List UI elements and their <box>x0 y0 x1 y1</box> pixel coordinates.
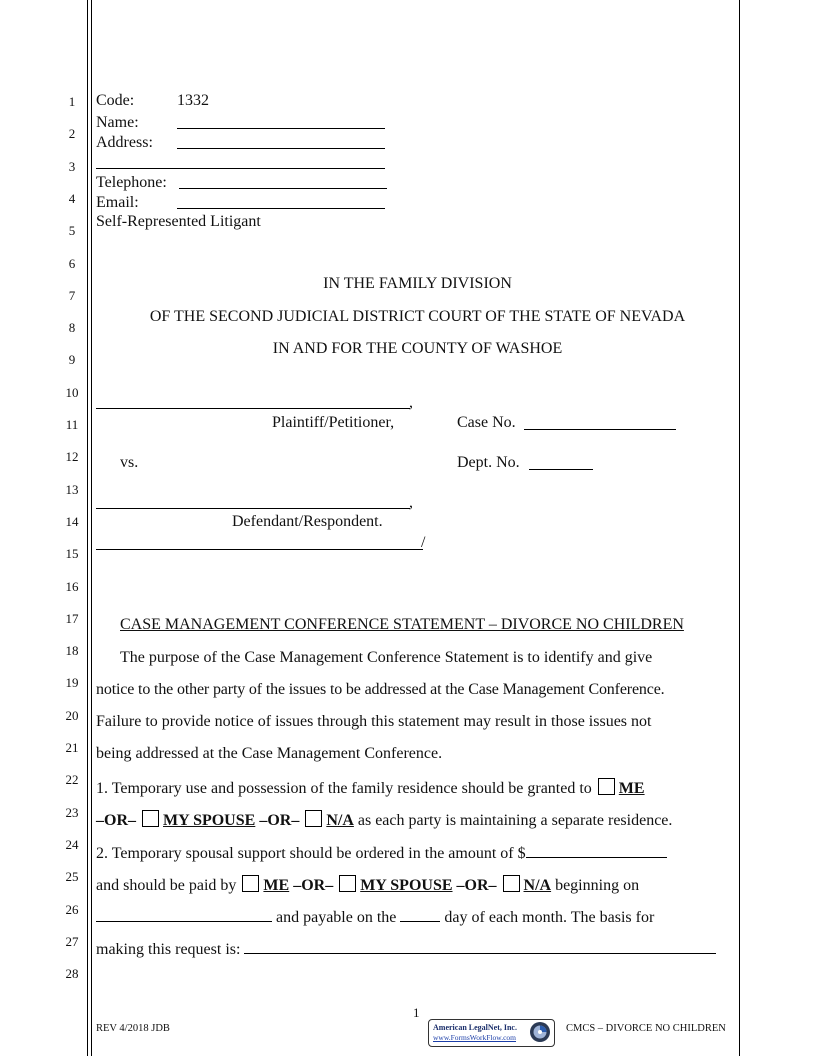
address-field-1[interactable] <box>177 148 385 149</box>
dept-no-field[interactable] <box>529 469 593 470</box>
item2-line4-text: making this request is: <box>96 941 241 958</box>
publisher-logo <box>428 1019 555 1047</box>
item2-or-1: –OR– <box>293 877 334 894</box>
item1-text: 1. Temporary use and possession of the family residence should be granted to <box>96 780 592 797</box>
item2-pre: and should be paid by <box>96 877 237 894</box>
line-number: 26 <box>65 901 79 917</box>
item1-spouse-checkbox[interactable] <box>142 810 159 827</box>
name-label: Name: <box>96 114 139 131</box>
item2-line3-b: day of each month. The basis for <box>444 909 655 926</box>
item2-text: 2. Temporary spousal support should be ordered in the amount of $ <box>96 845 526 862</box>
item2-spouse-checkbox[interactable] <box>339 875 356 892</box>
item1-line1 <box>96 778 645 798</box>
para1-line4: being addressed at the Case Management Conference. <box>96 745 443 762</box>
defendant-name-field[interactable] <box>96 508 410 509</box>
line-number: 3 <box>68 158 76 174</box>
line-number: 8 <box>68 320 76 336</box>
telephone-label: Telephone: <box>96 174 167 191</box>
item1-spouse-label: MY SPOUSE <box>163 812 256 829</box>
defendant-label: Defendant/Respondent. <box>232 513 383 530</box>
form-title-footer: CMCS – DIVORCE NO CHILDREN <box>566 1023 726 1034</box>
plaintiff-name-field[interactable] <box>96 408 410 409</box>
line-number: 6 <box>68 255 76 271</box>
line-number: 17 <box>65 610 79 626</box>
para1-line2: notice to the other party of the issues to be addressed at the Case Management Conference. <box>96 681 665 698</box>
line-number: 24 <box>65 836 79 852</box>
email-label: Email: <box>96 194 139 211</box>
item1-na-label: N/A <box>326 812 354 829</box>
line-number: 4 <box>68 190 76 206</box>
court-heading-line3: IN AND FOR THE COUNTY OF WASHOE <box>272 340 563 357</box>
line-number: 27 <box>65 933 79 949</box>
para1-line3: Failure to provide notice of issues through this statement may result in those issues not <box>96 713 652 730</box>
item2-or-2: –OR– <box>456 877 497 894</box>
item2-me-checkbox[interactable] <box>242 875 259 892</box>
item1-or-2: –OR– <box>259 812 300 829</box>
item2-tail: beginning on <box>555 877 640 894</box>
code-value: 1332 <box>177 92 209 109</box>
item2-na-label: N/A <box>523 877 552 894</box>
line-number: 11 <box>65 417 79 432</box>
item1-tail: as each party is maintaining a separate residence. <box>357 812 673 829</box>
item2-spouse-label: MY SPOUSE <box>360 877 453 894</box>
line-number: 7 <box>68 287 76 303</box>
page-number: 1 <box>413 1005 420 1020</box>
document-title: CASE MANAGEMENT CONFERENCE STATEMENT – DIVORCE NO CHILDREN <box>120 616 684 633</box>
line-number: 2 <box>68 126 76 142</box>
item2-na-checkbox[interactable] <box>503 875 520 892</box>
line-number: 9 <box>68 352 76 368</box>
address-label: Address: <box>96 134 153 151</box>
plaintiff-label: Plaintiff/Petitioner, <box>272 414 395 431</box>
dept-no-label: Dept. No. <box>457 454 520 471</box>
line-number: 23 <box>65 804 79 820</box>
item2-me-label: ME <box>263 877 290 894</box>
line-number: 13 <box>65 481 79 497</box>
line-number: 22 <box>65 772 79 788</box>
item2-line3 <box>96 907 654 927</box>
left-margin-rule-inner <box>91 0 92 1056</box>
support-amount-field[interactable] <box>526 843 667 858</box>
plaintiff-comma: , <box>409 394 413 411</box>
code-label: Code: <box>96 92 135 109</box>
defendant-comma: , <box>409 494 413 511</box>
line-number: 1 <box>68 94 76 109</box>
line-number: 28 <box>65 966 79 982</box>
line-number: 20 <box>65 707 79 723</box>
line-number: 14 <box>65 513 79 529</box>
item1-na-checkbox[interactable] <box>305 810 322 827</box>
logo-line2: www.FormsWorkFlow.com <box>433 1033 517 1042</box>
item2-line1 <box>96 843 667 863</box>
court-heading-line1: IN THE FAMILY DIVISION <box>323 275 512 292</box>
court-heading-line2: OF THE SECOND JUDICIAL DISTRICT COURT OF THE STATE OF NEVADA <box>149 308 686 325</box>
item1-me-label: ME <box>618 780 645 797</box>
left-margin-rule-outer <box>87 0 88 1056</box>
line-number: 16 <box>65 578 79 594</box>
case-no-field[interactable] <box>524 429 676 430</box>
revision-label: REV 4/2018 JDB <box>96 1023 170 1034</box>
email-field[interactable] <box>177 208 385 209</box>
telephone-field[interactable] <box>179 188 387 189</box>
line-number: 25 <box>65 869 79 885</box>
item1-me-checkbox[interactable] <box>598 778 615 795</box>
item2-line2 <box>96 875 639 895</box>
para1-line1: The purpose of the Case Management Conference Statement is to identify and give <box>120 649 653 666</box>
line-number: 19 <box>65 675 79 691</box>
line-number: 10 <box>65 384 79 400</box>
logo-line1: American LegalNet, Inc. <box>433 1023 517 1032</box>
name-field[interactable] <box>177 128 385 129</box>
self-represented-label: Self-Represented Litigant <box>96 213 261 230</box>
address-field-2[interactable] <box>96 168 385 169</box>
case-no-label: Case No. <box>457 414 516 431</box>
begin-date-field[interactable] <box>96 907 272 922</box>
request-basis-field[interactable] <box>244 939 716 954</box>
line-number: 5 <box>68 223 76 239</box>
right-margin-rule <box>739 0 740 1056</box>
caption-slash: / <box>421 534 426 551</box>
line-number: 15 <box>65 546 79 562</box>
line-number: 18 <box>65 643 79 659</box>
caption-bottom-rule <box>96 549 423 550</box>
globe-icon <box>529 1021 551 1043</box>
line-number: 12 <box>65 449 79 465</box>
vs-label: vs. <box>120 454 139 471</box>
item1-or-1: –OR– <box>96 812 136 829</box>
payment-day-field[interactable] <box>400 907 440 922</box>
line-number: 21 <box>65 740 79 755</box>
item1-line2 <box>96 810 672 830</box>
item2-line4 <box>96 939 716 959</box>
item2-line3-a: and payable on the <box>276 909 397 926</box>
